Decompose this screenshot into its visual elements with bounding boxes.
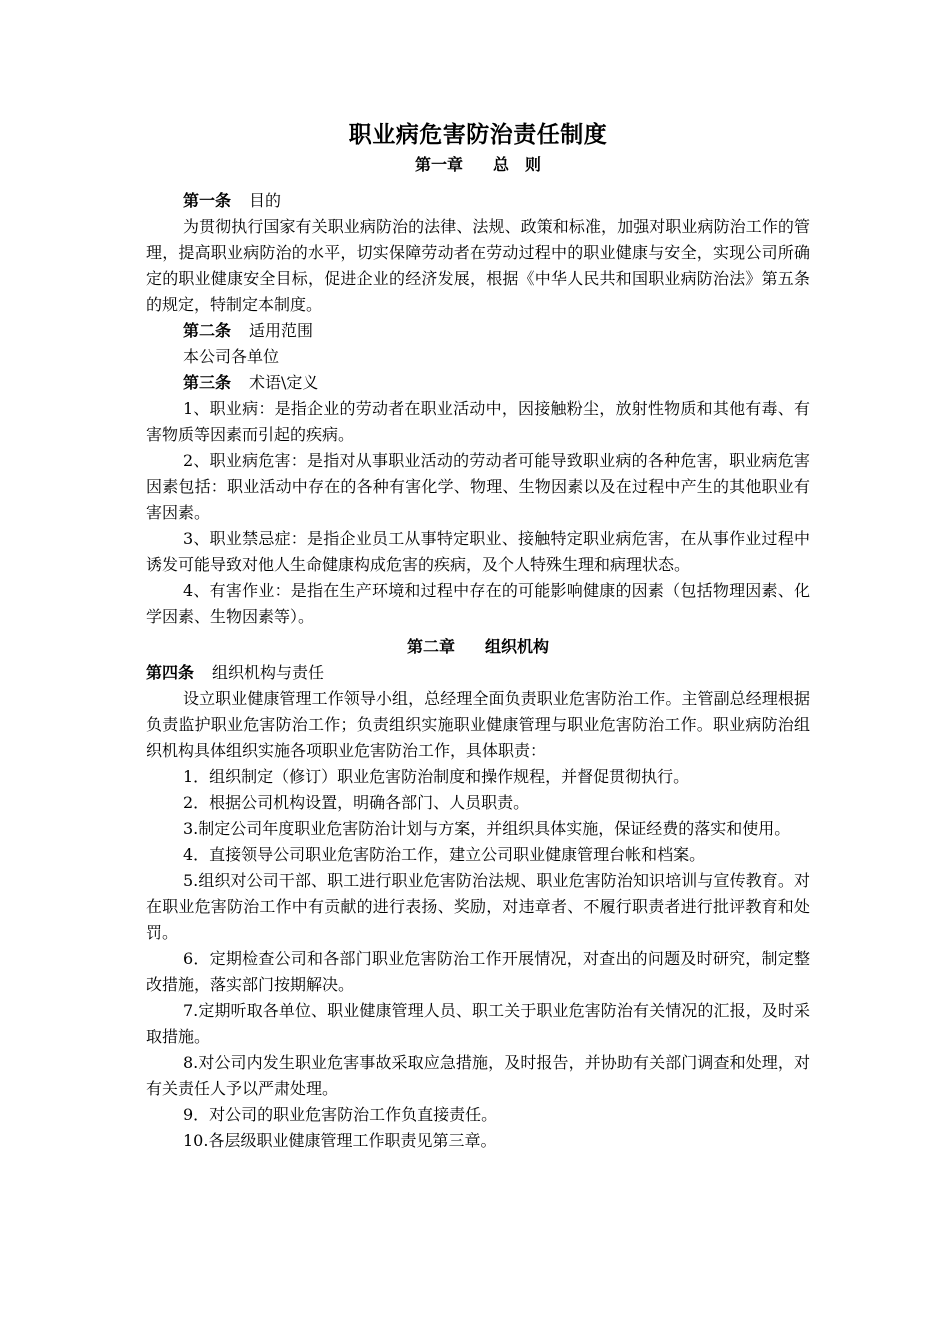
article-4-item: 5.组织对公司干部、职工进行职业危害防治法规、职业危害防治知识培训与宣传教育。对在职业危害防治工作中有贡献的进行表扬、奖励，对违章者、不履行职责者进行批评教育和处罚。 [146,871,810,942]
article-4-item: 9．对公司的职业危害防治工作负直接责任。 [183,1105,498,1124]
article-4-number: 第四条 [146,663,195,682]
article-2-body: 本公司各单位 [183,347,280,366]
chapter-1-number: 第一章 [414,155,463,174]
article-3-number: 第三条 [183,373,232,392]
article-3-item: 3、职业禁忌症：是指企业员工从事特定职业、接触特定职业病危害，在从事作业过程中诱发可能导致对他人生命健康构成危害的疾病，及个人特殊生理和病理状态。 [146,529,810,574]
chapter-1-heading [146,152,810,178]
article-3-heading [146,370,810,396]
article-4-item: 1．组织制定（修订）职业危害防治制度和操作规程，并督促贯彻执行。 [183,767,690,786]
article-3-title: 术语\定义 [249,373,319,392]
article-3-item: 1、职业病：是指企业的劳动者在职业活动中，因接触粉尘，放射性物质和其他有毒、有害物质等因素而引起的疾病。 [146,399,810,444]
article-1-title: 目的 [249,191,282,210]
chapter-2-heading [146,634,810,660]
article-4-heading [146,660,810,686]
article-1-number: 第一条 [183,191,232,210]
article-4-intro: 设立职业健康管理工作领导小组，总经理全面负责职业危害防治工作。主管副总经理根据负责监护职业危害防治工作；负责组织实施职业健康管理与职业危害防治工作。职业病防治组织机构具体组织实施各项职业危害防治工作，具体职责： [146,689,810,760]
article-4-item: 4．直接领导公司职业危害防治工作，建立公司职业健康管理台帐和档案。 [183,845,706,864]
article-1-body: 为贯彻执行国家有关职业病防治的法律、法规、政策和标准，加强对职业病防治工作的管理，提高职业病防治的水平，切实保障劳动者在劳动过程中的职业健康与安全，实现公司所确定的职业健康安全目标，促进企业的经济发展，根据《中华人民共和国职业病防治法》第五条的规定，特制定本制度。 [146,217,810,314]
article-3-item: 2、职业病危害：是指对从事职业活动的劳动者可能导致职业病的各种危害，职业病危害因素包括：职业活动中存在的各种有害化学、物理、生物因素以及在过程中产生的其他职业有害因素。 [146,451,810,522]
chapter-2-number: 第二章 [406,637,455,656]
article-2-heading [146,318,810,344]
article-2-number: 第二条 [183,321,232,340]
article-4-item: 7.定期听取各单位、职业健康管理人员、职工关于职业危害防治有关情况的汇报，及时采取措施。 [146,1001,810,1046]
chapter-1-name: 总 则 [493,155,542,174]
article-4-item: 2．根据公司机构设置，明确各部门、人员职责。 [183,793,530,812]
article-2-title: 适用范围 [249,321,314,340]
article-1-heading [146,188,810,214]
article-4-item: 8.对公司内发生职业危害事故采取应急措施，及时报告，并协助有关部门调查和处理，对有关责任人予以严肃处理。 [146,1053,810,1098]
chapter-2-name: 组织机构 [485,637,550,656]
article-4-item: 10.各层级职业健康管理工作职责见第三章。 [183,1131,497,1150]
article-4-item: 3.制定公司年度职业危害防治计划与方案，并组织具体实施，保证经费的落实和使用。 [183,819,791,838]
article-4-item: 6．定期检查公司和各部门职业危害防治工作开展情况，对查出的问题及时研究，制定整改措施，落实部门按期解决。 [146,949,810,994]
document-title: 职业病危害防治责任制度 [348,121,608,148]
article-3-item: 4、有害作业：是指在生产环境和过程中存在的可能影响健康的因素（包括物理因素、化学因素、生物因素等）。 [146,581,810,626]
article-4-title: 组织机构与责任 [212,663,325,682]
